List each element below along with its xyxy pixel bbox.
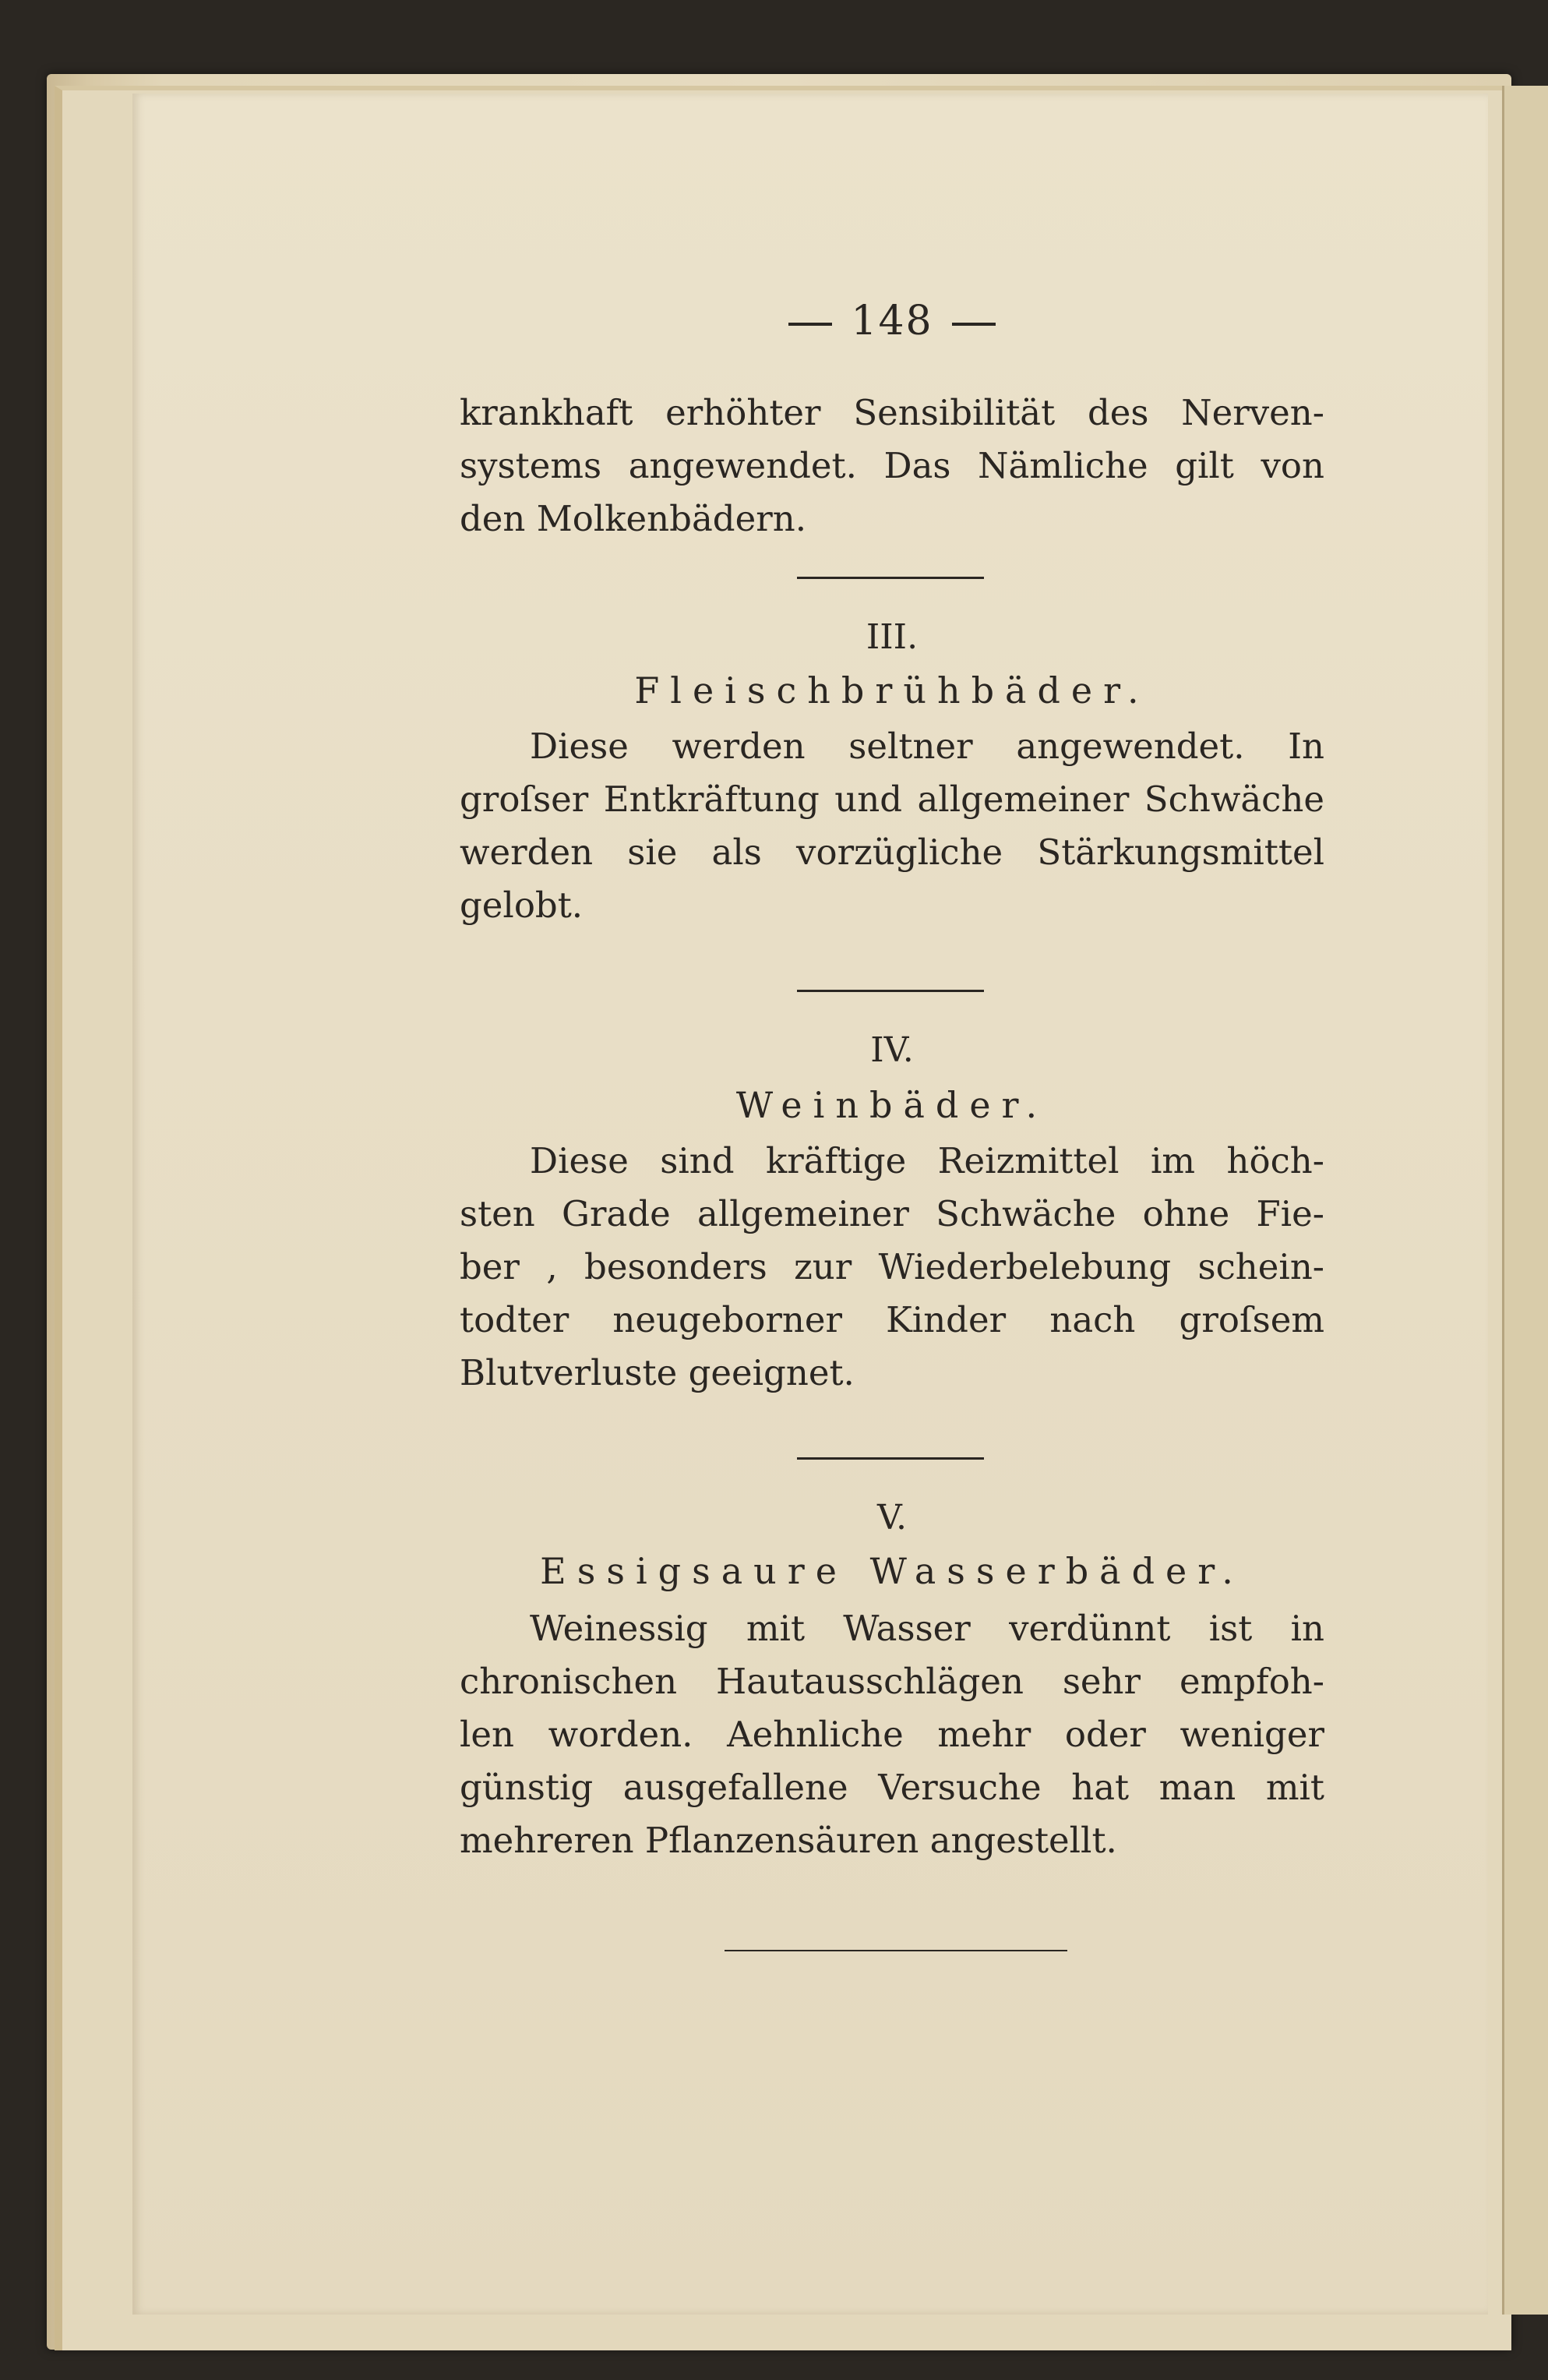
section-4-line-1: Diese sind kräftige Reizmittel im höch- [530,1140,1324,1181]
section-3-title: Fleischbrühbäder. [634,669,1150,712]
paragraph-1-line-2: systems angewendet. Das Nämliche gilt von [460,445,1324,486]
section-3-line-2: groſser Entkräftung und allgemeiner Schwäche [460,779,1324,820]
section-divider-rule [797,990,984,992]
section-5-title: Essigsaure Wasserbäder. [540,1550,1244,1592]
section-divider-rule [797,1457,984,1460]
section-3-number: III. [866,617,919,657]
section-5-number: V. [876,1498,908,1538]
paragraph-1-line-3: den Molkenbädern. [460,498,807,539]
paragraph-1-line-1: krankhaft erhöhter Sensibilität des Nerven- [460,392,1324,433]
facing-page-edge [1502,86,1548,2315]
page-number-text: 148 [851,298,933,344]
end-rule [725,1950,1067,1951]
section-4-line-3: ber , besonders zur Wiederbelebung schein- [460,1246,1324,1287]
section-5-line-1: Weinessig mit Wasser verdünnt ist in [530,1608,1324,1649]
section-4-line-5: Blutverluste geeignet. [460,1352,855,1393]
section-4-line-2: sten Grade allgemeiner Schwäche ohne Fie- [460,1193,1324,1234]
section-4-line-4: todter neugeborner Kinder nach groſsem [460,1299,1324,1340]
page-number-dash-left [788,323,832,326]
section-4-number: IV. [870,1030,914,1070]
section-4-title: Weinbäder. [735,1084,1049,1126]
section-3-line-1: Diese werden seltner angewendet. In [530,726,1324,767]
section-3-line-4: gelobt. [460,885,584,926]
page-number-dash-right [952,323,996,326]
section-5-line-2: chronischen Hautausschlägen sehr empfoh- [460,1661,1324,1702]
section-5-line-5: mehreren Pflanzensäuren angestellt. [460,1820,1117,1861]
section-3-line-3: werden sie als vorzügliche Stärkungsmittel [460,832,1324,873]
section-5-line-3: len worden. Aehnliche mehr oder weniger [460,1714,1324,1755]
page-number [460,296,1324,346]
section-divider-rule [797,577,984,579]
section-5-line-4: günstig ausgefallene Versuche hat man mit [460,1767,1324,1808]
